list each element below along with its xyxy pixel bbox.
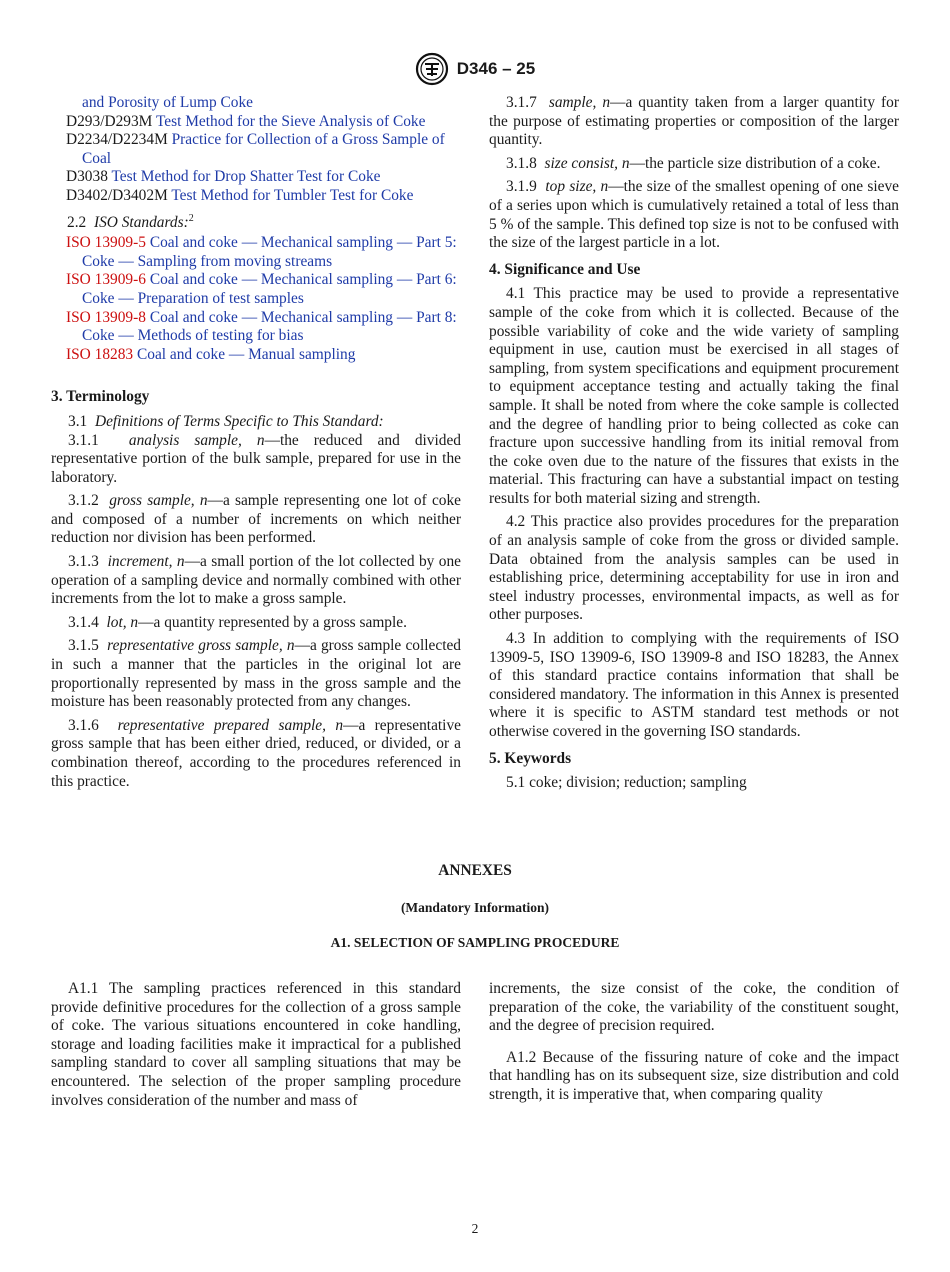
significance-heading: 4. Significance and Use	[489, 260, 641, 278]
definition-3-1-5: 3.1.5 representative gross sample, n—a gross sample collected in such a manner that the particles in the original lot are proportionally represented by mass in the gross sample and the moisture has been reasonably protected from any changes.	[51, 637, 462, 711]
annex-left-column	[51, 980, 461, 1115]
significance-4-3: 4.3 In addition to complying with the requirements of ISO 13909-5, ISO 13909-6, ISO 13909-8 and ISO 18283, the Annex of this standard practice contains information that shall be considered mandatory. The information in this Annex is presented where it is specific to ASTM standard test methods or not otherwise covered in the governing ISO standards.	[489, 630, 899, 740]
reference-iso-13909-8[interactable]: ISO 13909-8 Coal and coke — Mechanical sampling — Part 8: Coke — Methods of testing for bias	[66, 308, 457, 345]
definition-3-1-8: 3.1.8 size consist, n—the particle size distribution of a coke.	[506, 154, 881, 172]
definition-3-1-3: 3.1.3 increment, n—a small portion of the lot collected by one operation of a sampling device and normally combined with other increments from the lot to make a gross sample.	[51, 553, 461, 608]
annex-a1-1-continued: increments, the size consist of the coke, the condition of preparation of the coke, the variability of the constituent sought, and the degree of precision required.	[489, 980, 899, 1035]
reference-d2234[interactable]: D2234/D2234M Practice for Collection of a Gross Sample of Coal	[66, 131, 445, 167]
right-column	[489, 94, 899, 793]
page-header	[0, 52, 950, 86]
definition-3-1-1: 3.1.1 analysis sample, n—the reduced and divided representative portion of the bulk sample, prepared for use in the laboratory.	[51, 431, 461, 486]
annexes-heading: ANNEXES	[438, 862, 512, 879]
significance-4-1: 4.1 This practice may be used to provide a representative sample of the coke from which it is collected. Because of the possible variability of coke and the wide variety of sampling equipment in use, caution must be exercised in all stages of sampling, from system specifications and equipment procurement to equipment acceptance testing and actually taking the final sample. It shall be noted from where the coke sample is collected and the degree of handling prior to being collected as coke can fracture upon successive handling from its initial removal from the coke oven due to the nature of the fissures that exists in the material. This fracturing can have a substantial impact on testing results for both material sizing and strength.	[489, 285, 899, 507]
definition-3-1-7: 3.1.7 sample, n—a quantity taken from a larger quantity for the purpose of estimating properties or composition of the larger quantity.	[489, 94, 900, 149]
keywords-text: 5.1 coke; division; reduction; sampling	[506, 774, 747, 792]
page-number: 2	[471, 1221, 479, 1236]
annexes-subheading: (Mandatory Information)	[400, 900, 550, 915]
reference-iso-13909-6[interactable]: ISO 13909-6 Coal and coke — Mechanical sampling — Part 6: Coke — Preparation of test samples	[66, 271, 457, 307]
definition-3-1-2: 3.1.2 gross sample, n—a sample representing one lot of coke and composed of a number of increments on which neither reduction nor division has been performed.	[51, 492, 461, 547]
annex-a1-2: A1.2 Because of the fissuring nature of coke and the impact that handling has on its subsequent size, size distribution and cold strength, it is imperative that, when comparing quality	[489, 1048, 899, 1103]
document-id: D346 – 25	[456, 58, 536, 78]
reference-continuation[interactable]: and Porosity of Lump Coke	[82, 94, 253, 111]
definition-3-1-4: 3.1.4 lot, n—a quantity represented by a gross sample.	[68, 613, 407, 631]
reference-d3402[interactable]: D3402/D3402M Test Method for Tumbler Test for Coke	[66, 186, 414, 204]
reference-d3038[interactable]: D3038 Test Method for Drop Shatter Test for Coke	[66, 168, 381, 186]
annex-a1-title: A1. SELECTION OF SAMPLING PROCEDURE	[330, 935, 620, 950]
iso-standards-heading: 2.2 ISO Standards:$^2$	[67, 212, 194, 231]
definitions-intro: 3.1 Definitions of Terms Specific to This Standard:	[68, 412, 384, 430]
annex-right-column	[489, 980, 899, 1110]
reference-iso-13909-5[interactable]: ISO 13909-5 Coal and coke — Mechanical sampling — Part 5: Coke — Sampling from moving streams	[66, 234, 457, 270]
reference-iso-18283[interactable]: ISO 18283 Coal and coke — Manual sampling	[66, 345, 356, 363]
astm-logo-icon	[415, 52, 449, 86]
annex-a1-1: A1.1 The sampling practices referenced in this standard provide definitive procedures for the collection of a gross sample of coke. The various situations encountered in coke handling, storage and loading facilities make it impractical for a published sampling standard to cover all sampling situations that may be encountered. The selection of the proper sampling procedure involves consideration of the number and mass of	[51, 980, 461, 1109]
keywords-heading: 5. Keywords	[489, 749, 572, 767]
reference-d293[interactable]: D293/D293M Test Method for the Sieve Analysis of Coke	[66, 112, 426, 130]
definition-3-1-6: 3.1.6 representative prepared sample, n—a representative gross sample that has been either dried, reduced, or divided, or a combination thereof, according to the procedures referenced in this practice.	[51, 716, 461, 790]
definition-3-1-9: 3.1.9 top size, n—the size of the smallest opening of one sieve of a series upon which is cumulatively retained a total of less than 5 % of the sample. This defined top size is not to be confused with the size of the largest particle in a lot.	[489, 178, 899, 252]
left-column	[51, 94, 461, 796]
terminology-heading: 3. Terminology	[51, 388, 150, 406]
significance-4-2: 4.2 This practice also provides procedures for the preparation of an analysis sample of coke from the gross or divided sample. Data obtained from the analysis samples can be used in establishing price, determining acceptability for use in iron and steel industry processes, environmental impacts, as well as for other purposes.	[489, 513, 899, 624]
